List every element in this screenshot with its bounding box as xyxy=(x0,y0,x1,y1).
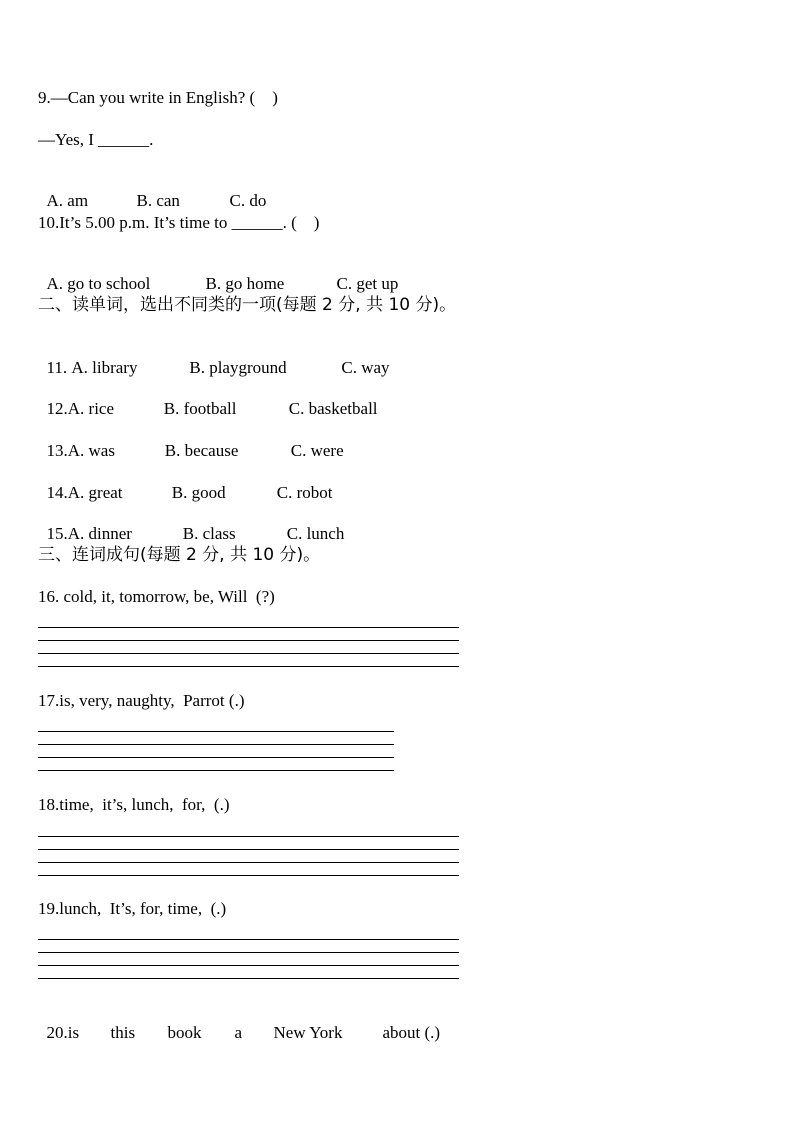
q20-prompt xyxy=(38,1003,440,1043)
q10-option-a[interactable]: A. go to school xyxy=(46,274,151,293)
q15-option-a[interactable]: A. dinner xyxy=(67,524,132,543)
q11-option-c[interactable]: C. way xyxy=(341,358,390,377)
writing-line xyxy=(38,640,459,641)
q13-option-a[interactable]: A. was xyxy=(67,441,115,460)
q12-row xyxy=(38,379,378,419)
q13-row xyxy=(38,421,344,461)
q10-option-b[interactable]: B. go home xyxy=(205,274,285,293)
q19-prompt: 19.lunch, It’s, for, time, (.) xyxy=(38,899,227,918)
q17-prompt: 17.is, very, naughty, Parrot (.) xyxy=(38,691,245,710)
writing-line xyxy=(38,952,459,953)
q20-word: 20.is xyxy=(46,1023,80,1042)
writing-line xyxy=(38,653,459,654)
q9-option-b[interactable]: B. can xyxy=(136,191,180,210)
writing-line xyxy=(38,757,394,758)
writing-line xyxy=(38,627,459,628)
q15-option-c[interactable]: C. lunch xyxy=(286,524,345,543)
writing-line xyxy=(38,862,459,863)
writing-line xyxy=(38,836,459,837)
q11-option-a[interactable]: A. library xyxy=(71,358,138,377)
writing-line xyxy=(38,770,394,771)
q13-number: 13. xyxy=(46,441,68,460)
q15-number: 15. xyxy=(46,524,68,543)
q18-prompt: 18.time, it’s, lunch, for, (.) xyxy=(38,795,230,814)
q11-row xyxy=(38,338,390,378)
q20-word: a xyxy=(234,1023,243,1042)
q12-number: 12. xyxy=(46,399,68,418)
q12-option-a[interactable]: A. rice xyxy=(67,399,115,418)
writing-line xyxy=(38,744,394,745)
q13-option-c[interactable]: C. were xyxy=(290,441,344,460)
writing-line xyxy=(38,939,459,940)
q9-option-a[interactable]: A. am xyxy=(46,191,89,210)
q10-option-c[interactable]: C. get up xyxy=(336,274,399,293)
q10-stem: 10.It’s 5.00 p.m. It’s time to ______. ( ) xyxy=(38,213,320,232)
q15-option-b[interactable]: B. class xyxy=(182,524,236,543)
q10-options xyxy=(38,254,398,294)
q20-word: New York xyxy=(273,1023,343,1042)
writing-line xyxy=(38,875,459,876)
q20-word: about (.) xyxy=(382,1023,441,1042)
writing-line xyxy=(38,666,459,667)
q13-option-b[interactable]: B. because xyxy=(164,441,239,460)
q11-number: 11. xyxy=(46,358,72,377)
q20-word: book xyxy=(167,1023,202,1042)
q14-option-c[interactable]: C. robot xyxy=(276,483,333,502)
q14-row xyxy=(38,463,332,503)
section3-heading: 三、连词成句(每题 2 分, 共 10 分)。 xyxy=(38,545,321,565)
q14-option-b[interactable]: B. good xyxy=(171,483,226,502)
q9-option-c[interactable]: C. do xyxy=(229,191,267,210)
writing-line xyxy=(38,965,459,966)
q9-options xyxy=(38,171,266,211)
writing-line xyxy=(38,849,459,850)
q9-stem: 9.—Can you write in English? ( ) xyxy=(38,88,278,107)
writing-line xyxy=(38,978,459,979)
writing-line xyxy=(38,731,394,732)
q12-option-b[interactable]: B. football xyxy=(163,399,237,418)
q20-word: this xyxy=(110,1023,136,1042)
q11-option-b[interactable]: B. playground xyxy=(189,358,287,377)
q14-number: 14. xyxy=(46,483,68,502)
q9-answer-line: —Yes, I ______. xyxy=(38,130,154,149)
q15-row xyxy=(38,504,344,544)
q12-option-c[interactable]: C. basketball xyxy=(288,399,378,418)
q16-prompt: 16. cold, it, tomorrow, be, Will (?) xyxy=(38,587,275,606)
q14-option-a[interactable]: A. great xyxy=(67,483,123,502)
section2-heading: 二、读单词，选出不同类的一项(每题 2 分, 共 10 分)。 xyxy=(38,295,457,315)
